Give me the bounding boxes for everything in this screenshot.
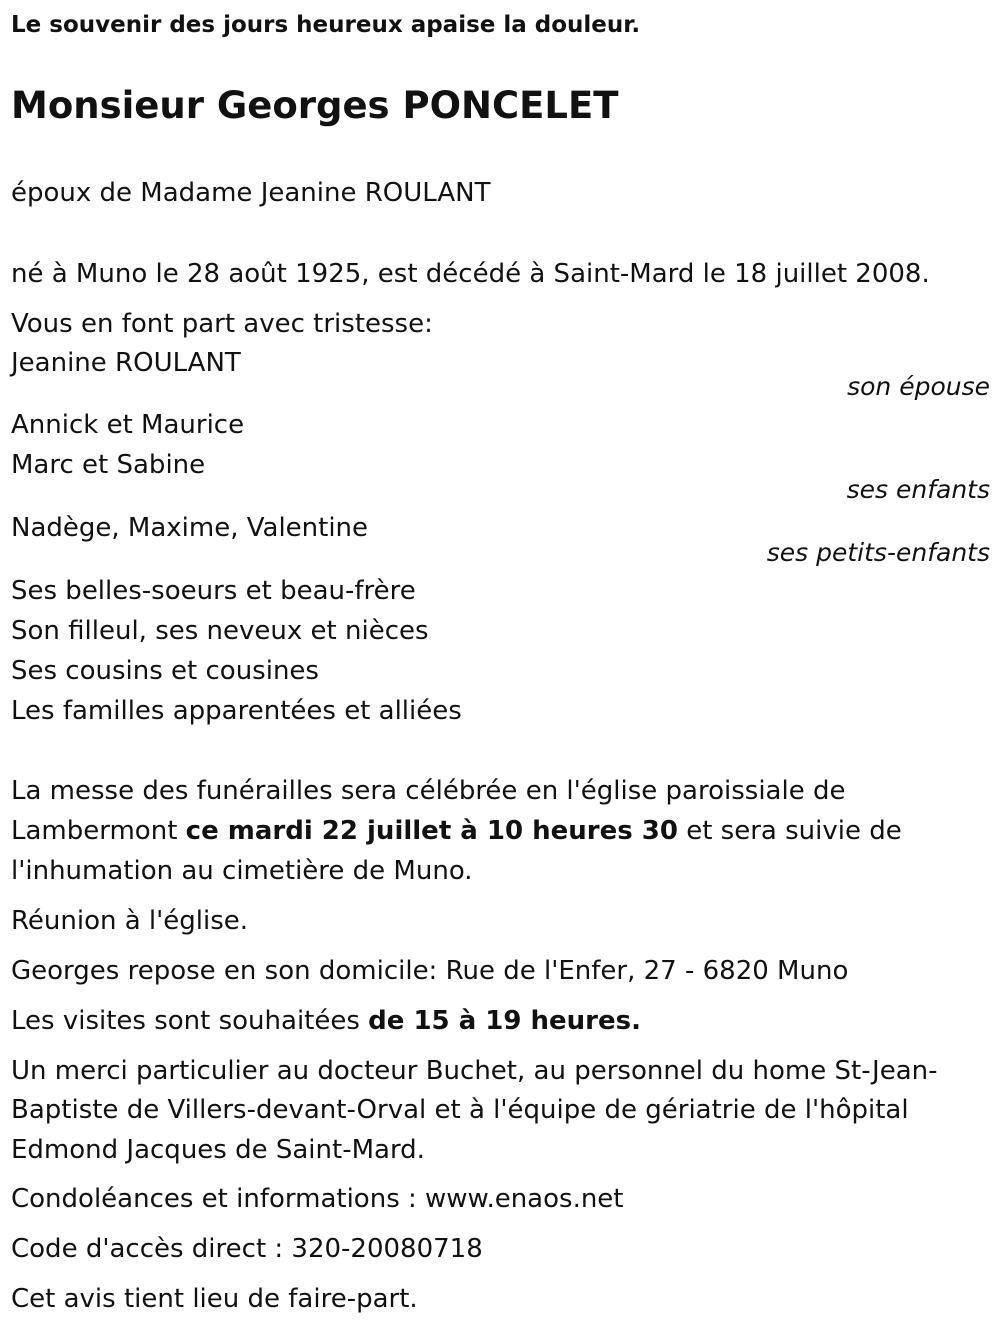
family-spouse-role: son épouse — [847, 372, 990, 401]
thanks-line: Un merci particulier au docteur Buchet, au personnel du home St-Jean- — [11, 1056, 938, 1086]
thanks-line: Baptiste de Villers-devant-Orval et à l'équipe de gériatrie de l'hôpital — [11, 1095, 909, 1125]
visits-hours: de 15 à 19 heures. — [368, 1006, 641, 1036]
visits-line — [11, 1006, 641, 1036]
announcement-intro: Vous en font part avec tristesse: — [11, 309, 433, 339]
funeral-place: Lambermont — [11, 816, 186, 846]
deceased-name: Monsieur Georges PONCELET — [11, 84, 619, 127]
family-other: Les familles apparentées et alliées — [11, 696, 462, 726]
family-grandchildren-role: ses petits-enfants — [766, 538, 990, 567]
funeral-line-3: l'inhumation au cimetière de Muno. — [11, 856, 473, 886]
birth-death-line: né à Muno le 28 août 1925, est décédé à Saint-Mard le 18 juillet 2008. — [11, 259, 930, 289]
family-other: Ses belles-soeurs et beau-frère — [11, 576, 416, 606]
spouse-line: époux de Madame Jeanine ROULANT — [11, 178, 491, 208]
funeral-line-1: La messe des funérailles sera célébrée en l'église paroissiale de — [11, 776, 846, 806]
visits-text: Les visites sont souhaitées — [11, 1006, 369, 1036]
family-other: Son filleul, ses neveux et nièces — [11, 616, 429, 646]
motto: Le souvenir des jours heureux apaise la douleur. — [11, 12, 641, 38]
closing-line: Cet avis tient lieu de faire-part. — [11, 1284, 418, 1314]
thanks-line: Edmond Jacques de Saint-Mard. — [11, 1135, 425, 1165]
family-grandchildren: Nadège, Maxime, Valentine — [11, 513, 369, 543]
family-spouse-name: Jeanine ROULANT — [11, 348, 241, 378]
family-child: Marc et Sabine — [11, 450, 206, 480]
repose-line: Georges repose en son domicile: Rue de l'Enfer, 27 - 6820 Muno — [11, 956, 849, 986]
family-children-role: ses enfants — [846, 475, 990, 504]
funeral-line-2 — [11, 816, 902, 846]
funeral-date-time: ce mardi 22 juillet à 10 heures 30 — [185, 816, 678, 846]
access-code-line: Code d'accès direct : 320-20080718 — [11, 1234, 483, 1264]
funeral-continuation: et sera suivie de — [677, 816, 902, 846]
family-child: Annick et Maurice — [11, 410, 245, 440]
family-other: Ses cousins et cousines — [11, 656, 319, 686]
condolences-line: Condoléances et informations : www.enaos.net — [11, 1184, 624, 1214]
meeting-line: Réunion à l'église. — [11, 906, 249, 936]
